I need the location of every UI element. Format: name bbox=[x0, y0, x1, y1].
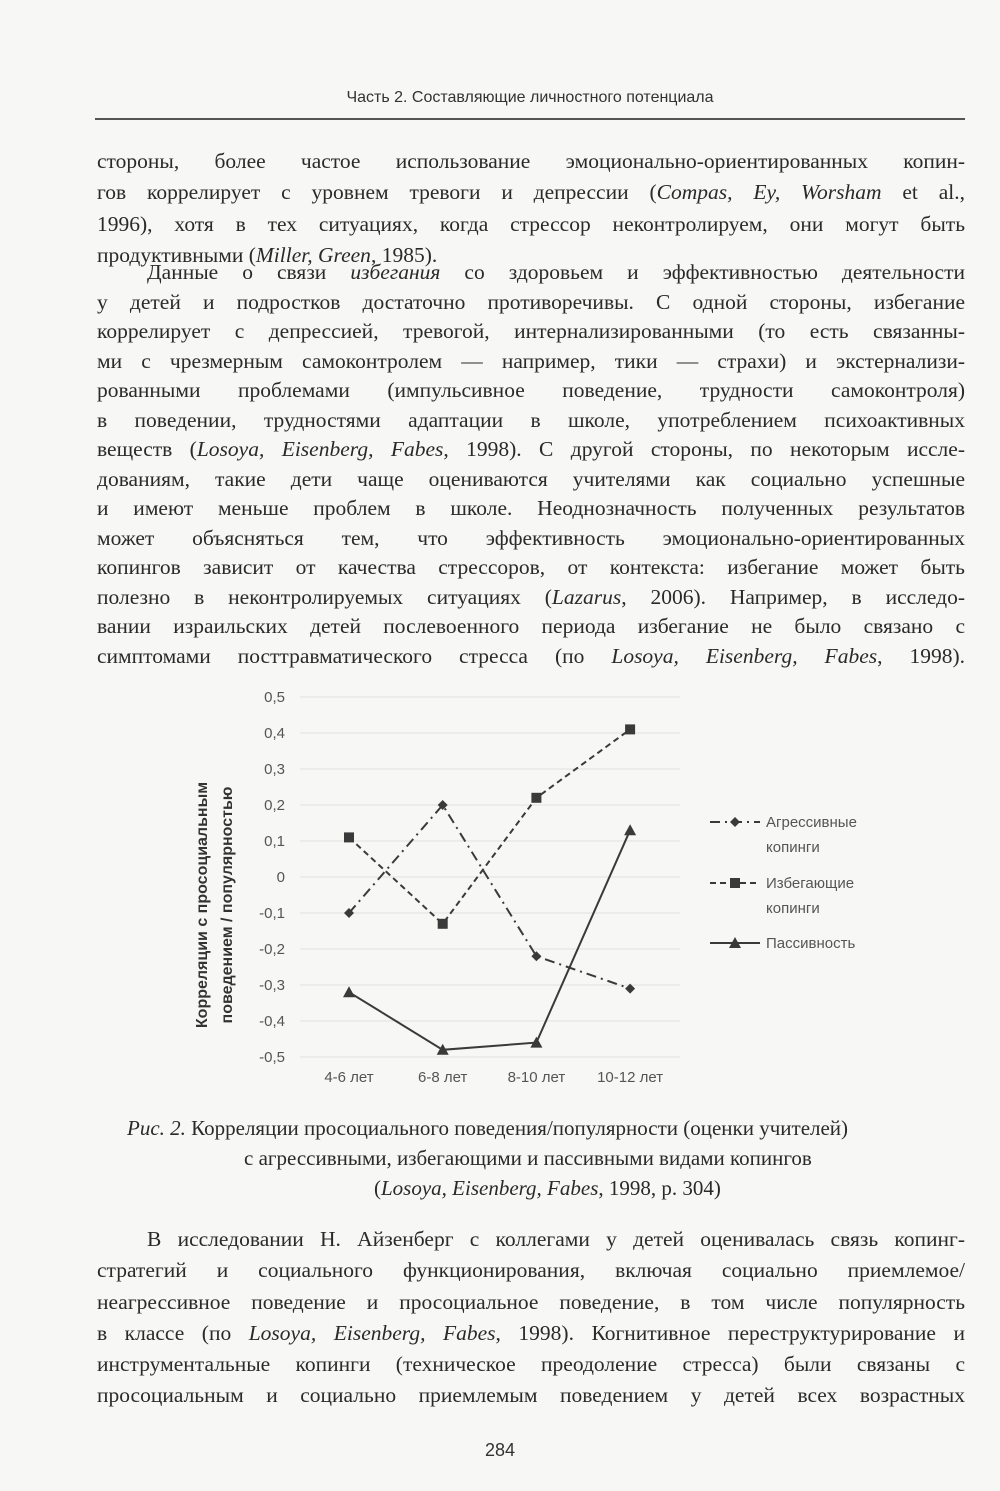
text-run: ( bbox=[374, 1176, 381, 1200]
text-run: , 2006). Например, в исследо- bbox=[621, 584, 965, 609]
running-header: Часть 2. Составляющие личностного потенциала bbox=[346, 89, 714, 106]
text-line bbox=[97, 177, 965, 208]
data-point bbox=[624, 824, 636, 835]
text-run: в поведении, трудностями адаптации в школе, употреблением психоактивных bbox=[97, 407, 965, 432]
legend-label: копинги bbox=[766, 839, 820, 856]
text-line bbox=[97, 553, 965, 583]
y-tick-label: 0,5 bbox=[264, 689, 285, 706]
y-tick-label: -0,3 bbox=[259, 977, 285, 994]
legend-label: Избегающие bbox=[766, 875, 855, 892]
series-line bbox=[349, 830, 630, 1050]
legend-marker bbox=[730, 817, 740, 827]
text-run: инструментальные копинги (техническое преодоление стресса) были связаны с bbox=[97, 1352, 965, 1377]
y-tick-label: 0,3 bbox=[264, 761, 285, 778]
text-run: , 1998). bbox=[877, 643, 965, 668]
text-line bbox=[97, 524, 965, 554]
text-run: , 1998). Когнитивное переструктурирование и bbox=[495, 1320, 965, 1345]
text-run: рованными проблемами (импульсивное поведение, трудности самоконтроля) bbox=[97, 378, 965, 402]
italic-run: Compas, Ey, Worsham bbox=[656, 180, 882, 205]
text-run: гов коррелирует с уровнем тревоги и депрессии ( bbox=[97, 180, 657, 205]
text-line bbox=[97, 583, 965, 613]
text-run: и имеют меньше проблем в школе. Неоднозначность полученных результатов bbox=[97, 496, 965, 520]
text-line bbox=[97, 642, 965, 672]
text-line bbox=[97, 317, 965, 347]
data-point bbox=[343, 986, 355, 997]
data-point bbox=[344, 832, 354, 842]
caption-line bbox=[127, 1113, 848, 1143]
header-rule bbox=[95, 118, 965, 120]
text-run: 1996), хотя в тех ситуациях, когда стрессор неконтролируем, они могут быть bbox=[97, 211, 965, 236]
text-run: дованиям, такие дети чаще оцениваются учителями как социально успешные bbox=[97, 466, 965, 491]
text-run: стратегий и социального функционирования, включая социально приемлемое/ bbox=[97, 1258, 965, 1283]
text-run: симптомами посттравматического стресса (по bbox=[97, 643, 612, 668]
text-run: , 1985). bbox=[370, 242, 438, 267]
y-tick-label: 0,4 bbox=[264, 725, 285, 742]
text-line bbox=[97, 347, 965, 377]
italic-run: Рис. 2. bbox=[127, 1116, 186, 1140]
caption-line bbox=[374, 1173, 721, 1203]
y-axis-label: Корреляции с просоциальным bbox=[194, 781, 211, 1029]
text-line bbox=[97, 1255, 965, 1286]
text-run: в классе (по bbox=[97, 1320, 249, 1345]
data-point bbox=[531, 793, 541, 803]
text-line bbox=[97, 1349, 965, 1380]
text-run: полезно в неконтролируемых ситуациях ( bbox=[97, 584, 552, 609]
text-line bbox=[97, 612, 965, 642]
series-line bbox=[349, 805, 630, 989]
italic-run: Losoya, Eisenberg, Fabes bbox=[248, 1320, 496, 1345]
text-run: ми с чрезмерным самоконтролем — например, тики — страхи) и экстернализи- bbox=[97, 348, 965, 373]
text-line bbox=[97, 288, 965, 318]
data-point bbox=[531, 951, 541, 961]
text-run: , 1998, р. 304) bbox=[598, 1176, 721, 1200]
text-line bbox=[97, 1287, 965, 1318]
page-number: 284 bbox=[484, 1440, 516, 1460]
x-category-label: 6-8 лет bbox=[418, 1069, 468, 1086]
paragraph-2 bbox=[97, 258, 965, 671]
x-category-label: 4-6 лет bbox=[324, 1069, 374, 1086]
text-run: у детей и подростков достаточно противоречивы. С одной стороны, избегание bbox=[97, 289, 965, 314]
italic-run: Losoya, Eisenberg, Fabes bbox=[196, 437, 444, 461]
text-run: со здоровьем и эффективностью деятельности bbox=[440, 260, 965, 284]
x-category-label: 8-10 лет bbox=[507, 1069, 566, 1086]
y-tick-label: -0,4 bbox=[259, 1013, 285, 1030]
x-category-label: 10-12 лет bbox=[597, 1069, 664, 1086]
text-run: вании израильских детей послевоенного периода избегание не было связано с bbox=[97, 614, 965, 638]
legend-marker bbox=[730, 878, 740, 888]
text-run: копингов зависит от качества стрессоров, от контекста: избегание может быть bbox=[97, 555, 965, 579]
series-line bbox=[349, 729, 630, 923]
line-chart bbox=[180, 680, 900, 1100]
text-line bbox=[97, 146, 965, 177]
legend-label: копинги bbox=[766, 900, 820, 917]
text-line bbox=[97, 465, 965, 495]
caption-line bbox=[244, 1143, 812, 1173]
data-point bbox=[625, 724, 635, 734]
italic-run: Miller, Green bbox=[255, 242, 371, 267]
text-run: Данные о связи bbox=[147, 260, 351, 284]
text-line bbox=[97, 376, 965, 406]
y-tick-label: -0,2 bbox=[259, 941, 285, 958]
text-run: веществ ( bbox=[97, 437, 197, 461]
text-run: продуктивными ( bbox=[97, 242, 256, 267]
text-run: просоциальным и социально приемлемым поведением у детей всех возрастных bbox=[97, 1383, 965, 1408]
text-line bbox=[97, 1380, 965, 1411]
italic-run: Losoya, Eisenberg, Fabes bbox=[611, 643, 878, 668]
y-tick-label: 0,2 bbox=[264, 797, 285, 814]
text-run: В исследовании Н. Айзенберг с коллегами у детей оценивалась связь копинг- bbox=[147, 1227, 965, 1251]
y-axis-label: поведением / популярностью bbox=[219, 786, 236, 1024]
paragraph-1 bbox=[97, 146, 965, 271]
text-line bbox=[97, 494, 965, 524]
italic-run: избегания bbox=[350, 260, 441, 284]
text-run: с агрессивными, избегающими и пассивными видами копингов bbox=[244, 1146, 812, 1170]
y-tick-label: 0 bbox=[276, 869, 285, 886]
text-run: , 1998). С другой стороны, по некоторым иссле- bbox=[443, 437, 965, 461]
italic-run: Lazarus bbox=[551, 584, 622, 609]
data-point bbox=[438, 919, 448, 929]
text-run: стороны, более частое использование эмоционально-ориентированных копин- bbox=[97, 149, 965, 173]
text-run: может объясняться тем, что эффективность эмоционально-ориентированных bbox=[97, 525, 965, 550]
italic-run: Losoya, Eisenberg, Fabes bbox=[381, 1176, 599, 1200]
text-run: коррелирует с депрессией, тревогой, интернализированными (то есть связанны- bbox=[97, 319, 965, 343]
text-line bbox=[97, 406, 965, 436]
y-tick-label: 0,1 bbox=[264, 833, 285, 850]
text-run: неагрессивное поведение и просоциальное поведение, в том числе популярность bbox=[97, 1289, 965, 1314]
y-tick-label: -0,1 bbox=[259, 905, 285, 922]
text-line bbox=[97, 1224, 965, 1255]
text-line bbox=[97, 258, 965, 288]
text-run: et al., bbox=[881, 180, 965, 205]
legend-label: Агрессивные bbox=[766, 814, 857, 831]
legend-label: Пассивность bbox=[766, 935, 856, 952]
y-tick-label: -0,5 bbox=[259, 1049, 285, 1066]
text-line bbox=[97, 209, 965, 240]
text-line bbox=[97, 435, 965, 465]
text-run: Корреляции просоциального поведения/популярности (оценки учителей) bbox=[185, 1116, 849, 1140]
text-line bbox=[97, 1318, 965, 1349]
paragraph-3 bbox=[97, 1224, 965, 1412]
